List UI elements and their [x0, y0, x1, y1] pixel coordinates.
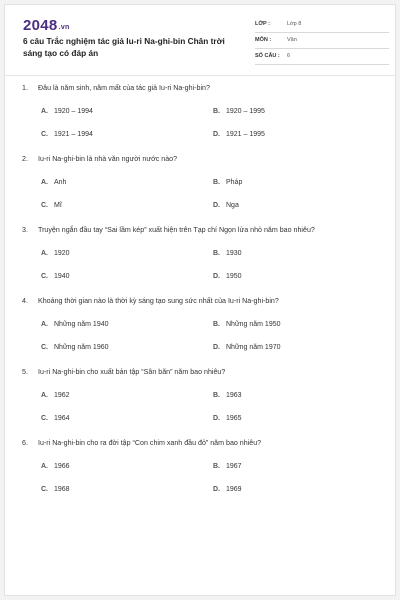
option-text: 1921 – 1994 [54, 131, 93, 138]
option-text: 1930 [226, 250, 242, 257]
worksheet-header [5, 5, 395, 73]
option-a[interactable] [41, 463, 70, 470]
option-a[interactable] [41, 108, 93, 115]
option-text: 1966 [54, 463, 70, 470]
option-letter: B. [213, 250, 220, 257]
meta-subject-value: Văn [287, 37, 297, 43]
option-b[interactable] [213, 108, 265, 115]
option-letter: D. [213, 344, 220, 351]
option-a[interactable] [41, 321, 109, 328]
option-letter: A. [41, 321, 48, 328]
option-letter: B. [213, 392, 220, 399]
option-letter: C. [41, 273, 48, 280]
meta-count-label: SỐ CÂU : [255, 53, 280, 59]
option-letter: C. [41, 415, 48, 422]
option-text: 1962 [54, 392, 70, 399]
question-6 [5, 439, 395, 509]
option-letter: B. [213, 108, 220, 115]
worksheet-page [4, 4, 396, 596]
question-number: 3. [22, 226, 28, 234]
option-text: Nga [226, 202, 239, 209]
option-letter: D. [213, 486, 220, 493]
header-divider [5, 75, 395, 76]
option-b[interactable] [213, 179, 242, 186]
question-text [22, 297, 279, 305]
logo-domain: .vn [58, 24, 70, 31]
option-text: 1921 – 1995 [226, 131, 265, 138]
question-body: Đâu là năm sinh, năm mất của tác giả Iu-ri Na-ghi-bin? [38, 84, 210, 92]
question-5 [5, 368, 395, 438]
question-body: Iu-ri Na-ghi-bin cho xuất bản tập “Sân bãn” năm bao nhiêu? [38, 368, 226, 376]
option-letter: C. [41, 486, 48, 493]
option-a[interactable] [41, 392, 70, 399]
meta-subject-row [255, 35, 389, 49]
option-letter: D. [213, 273, 220, 280]
question-body: Iu-ri Na-ghi-bin cho ra đời tập “Con chim xanh đầu đỏ” năm bao nhiêu? [38, 439, 262, 447]
option-text: Anh [54, 179, 67, 186]
option-letter: D. [213, 202, 220, 209]
option-text: 1967 [226, 463, 242, 470]
site-logo[interactable] [23, 17, 70, 34]
option-letter: C. [41, 202, 48, 209]
meta-class-label: LỚP : [255, 21, 270, 27]
option-a[interactable] [41, 250, 70, 257]
meta-count-value: 6 [287, 53, 291, 59]
option-b[interactable] [213, 392, 242, 399]
option-text: 1969 [226, 486, 242, 493]
option-c[interactable] [41, 202, 62, 209]
meta-class-value: Lớp 8 [287, 21, 302, 27]
meta-info [255, 19, 389, 67]
option-letter: D. [213, 415, 220, 422]
question-2 [5, 155, 395, 225]
option-a[interactable] [41, 179, 66, 186]
option-b[interactable] [213, 321, 281, 328]
meta-count-row [255, 51, 389, 65]
question-number: 1. [22, 84, 28, 92]
option-text: 1965 [226, 415, 242, 422]
option-letter: A. [41, 108, 48, 115]
option-letter: C. [41, 344, 48, 351]
option-c[interactable] [41, 415, 70, 422]
option-letter: C. [41, 131, 48, 138]
meta-subject-label: MÔN : [255, 37, 272, 43]
option-letter: B. [213, 321, 220, 328]
option-text: Pháp [226, 179, 243, 186]
option-text: 1920 – 1994 [54, 108, 93, 115]
question-text [22, 226, 315, 234]
option-letter: A. [41, 463, 48, 470]
option-d[interactable] [213, 344, 281, 351]
question-text [22, 439, 261, 447]
option-text: 1963 [226, 392, 242, 399]
option-d[interactable] [213, 415, 242, 422]
option-c[interactable] [41, 273, 70, 280]
option-letter: A. [41, 179, 48, 186]
worksheet-title: 6 câu Trắc nghiệm tác giả Iu-ri Na-ghi-bin Chân trời sáng tạo có đáp án [23, 36, 225, 58]
option-letter: A. [41, 250, 48, 257]
question-4 [5, 297, 395, 367]
option-text: 1940 [54, 273, 70, 280]
question-body: Khoảng thời gian nào là thời kỳ sáng tạo sung sức nhất của Iu-ri Na-ghi-bin? [38, 297, 279, 305]
option-letter: A. [41, 392, 48, 399]
option-text: 1968 [54, 486, 70, 493]
option-b[interactable] [213, 463, 242, 470]
option-text: Những năm 1970 [226, 344, 281, 351]
option-d[interactable] [213, 273, 242, 280]
option-d[interactable] [213, 131, 265, 138]
option-text: Những năm 1940 [54, 321, 109, 328]
question-text [22, 84, 210, 92]
option-c[interactable] [41, 344, 109, 351]
option-b[interactable] [213, 250, 242, 257]
option-letter: B. [213, 179, 220, 186]
question-body: Iu-ri Na-ghi-bin là nhà văn người nước nào? [38, 155, 178, 163]
option-text: 1950 [226, 273, 242, 280]
option-c[interactable] [41, 131, 93, 138]
option-text: 1964 [54, 415, 70, 422]
question-number: 6. [22, 439, 28, 447]
question-body: Truyện ngắn đầu tay “Sai lầm kép” xuất hiện trên Tạp chí Ngọn lửa nhỏ năm bao nhiêu? [38, 226, 315, 234]
option-text: 1920 – 1995 [226, 108, 265, 115]
option-letter: B. [213, 463, 220, 470]
question-number: 4. [22, 297, 28, 305]
question-1 [5, 84, 395, 154]
option-text: 1920 [54, 250, 70, 257]
question-3 [5, 226, 395, 296]
option-letter: D. [213, 131, 220, 138]
option-text: Những năm 1950 [226, 321, 281, 328]
option-d[interactable] [213, 202, 239, 209]
meta-class-row [255, 19, 389, 33]
question-text [22, 368, 225, 376]
question-number: 2. [22, 155, 28, 163]
question-text [22, 155, 177, 163]
option-text: Những năm 1960 [54, 344, 109, 351]
option-c[interactable] [41, 486, 70, 493]
option-d[interactable] [213, 486, 242, 493]
logo-text: 2048 [23, 17, 58, 34]
question-number: 5. [22, 368, 28, 376]
option-text: Mĩ [54, 202, 62, 209]
